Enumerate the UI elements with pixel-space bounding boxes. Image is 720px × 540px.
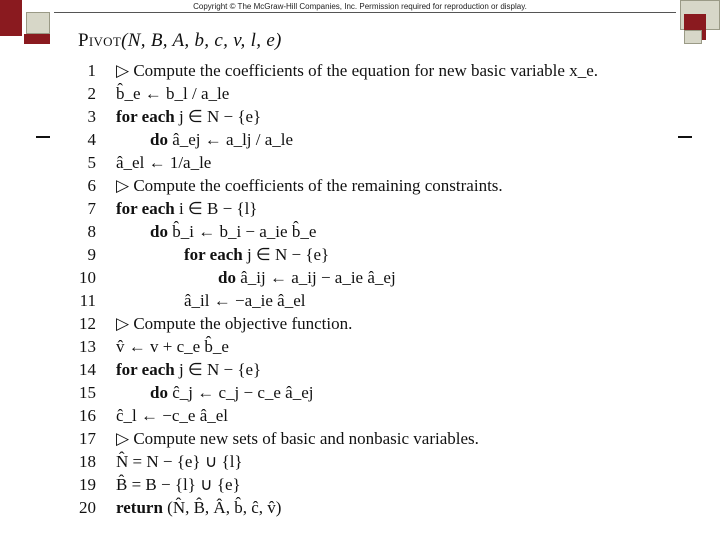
line-code	[116, 197, 257, 220]
line-code	[116, 105, 261, 128]
line-number: 6	[87, 176, 96, 195]
keyword: for each	[116, 107, 179, 126]
keyword: for each	[116, 199, 179, 218]
statement: j ∈ N − {e}	[246, 245, 330, 264]
line-code	[116, 404, 228, 427]
line-number: 18	[79, 452, 96, 471]
line-code	[150, 220, 316, 243]
keyword: do	[150, 383, 173, 402]
line-number: 1	[87, 61, 96, 80]
statement: ▷ Compute the coefficients of the remaining constraints.	[116, 176, 503, 195]
procedure-title	[78, 30, 282, 52]
statement: ▷ Compute the coefficients of the equation for new basic variable x_e.	[116, 61, 598, 80]
line-code	[116, 358, 261, 381]
line-code	[116, 496, 281, 519]
corner-square-beige	[26, 12, 50, 34]
statement: b̂_e ← b_l / a_le	[116, 84, 230, 103]
keyword: for each	[116, 360, 179, 379]
statement: B̂ = B − {l} ∪ {e}	[116, 475, 241, 494]
statement: v̂ ← v + c_e b̂_e	[116, 337, 229, 356]
line-number: 20	[79, 498, 96, 517]
line-code	[218, 266, 396, 289]
line-number: 8	[87, 222, 96, 241]
keyword: for each	[184, 245, 247, 264]
line-number: 7	[87, 199, 96, 218]
line-code	[184, 243, 329, 266]
line-number: 9	[87, 245, 96, 264]
line-number: 15	[79, 383, 96, 402]
line-code	[116, 427, 479, 450]
line-code	[116, 151, 211, 174]
statement: â_il ← −a_ie â_el	[184, 291, 306, 310]
line-code	[116, 450, 243, 473]
keyword: do	[150, 130, 173, 149]
corner-square-small-right	[684, 30, 702, 44]
line-number: 2	[87, 84, 96, 103]
statement: (N̂, B̂, Â, b̂, ĉ, v̂)	[167, 498, 282, 517]
keyword: do	[150, 222, 173, 241]
procedure-name: Pivot	[78, 30, 122, 51]
keyword: return	[116, 498, 168, 517]
statement: ▷ Compute the objective function.	[116, 314, 353, 333]
right-dash	[678, 136, 692, 138]
line-number: 12	[79, 314, 96, 333]
left-dash	[36, 136, 50, 138]
corner-bar-maroon	[24, 34, 50, 44]
line-code	[116, 174, 503, 197]
line-number: 4	[87, 130, 96, 149]
line-code	[184, 289, 305, 312]
line-number: 16	[79, 406, 96, 425]
procedure-args: (N, B, A, b, c, v, l, e)	[121, 30, 282, 51]
line-number: 14	[79, 360, 96, 379]
line-number: 17	[79, 429, 96, 448]
statement: â_ej ← a_lj / a_le	[172, 130, 294, 149]
statement: ĉ_j ← c_j − c_e â_ej	[172, 383, 314, 402]
statement: j ∈ N − {e}	[178, 360, 262, 379]
line-code	[116, 59, 598, 82]
line-code	[116, 473, 241, 496]
statement: N̂ = N − {e} ∪ {l}	[116, 452, 243, 471]
statement: ĉ_l ← −c_e â_el	[116, 406, 229, 425]
keyword: do	[218, 268, 241, 287]
header-rule	[54, 12, 676, 13]
line-number: 11	[79, 291, 96, 310]
line-code	[116, 82, 229, 105]
line-code	[150, 381, 314, 404]
line-number: 5	[87, 153, 96, 172]
line-number: 3	[87, 107, 96, 126]
line-number: 10	[79, 268, 96, 287]
statement: i ∈ B − {l}	[178, 199, 258, 218]
line-number: 19	[79, 475, 96, 494]
statement: â_el ← 1/a_le	[116, 153, 212, 172]
copyright-notice: Copyright © The McGraw-Hill Companies, Inc. Permission required for reproduction or display.	[193, 2, 527, 11]
line-code	[116, 335, 229, 358]
statement: j ∈ N − {e}	[178, 107, 262, 126]
statement: ▷ Compute new sets of basic and nonbasic variables.	[116, 429, 479, 448]
statement: â_ij ← a_ij − a_ie â_ej	[240, 268, 396, 287]
line-code	[150, 128, 293, 151]
statement: b̂_i ← b_i − a_ie b̂_e	[172, 222, 317, 241]
line-code	[116, 312, 352, 335]
line-number: 13	[79, 337, 96, 356]
